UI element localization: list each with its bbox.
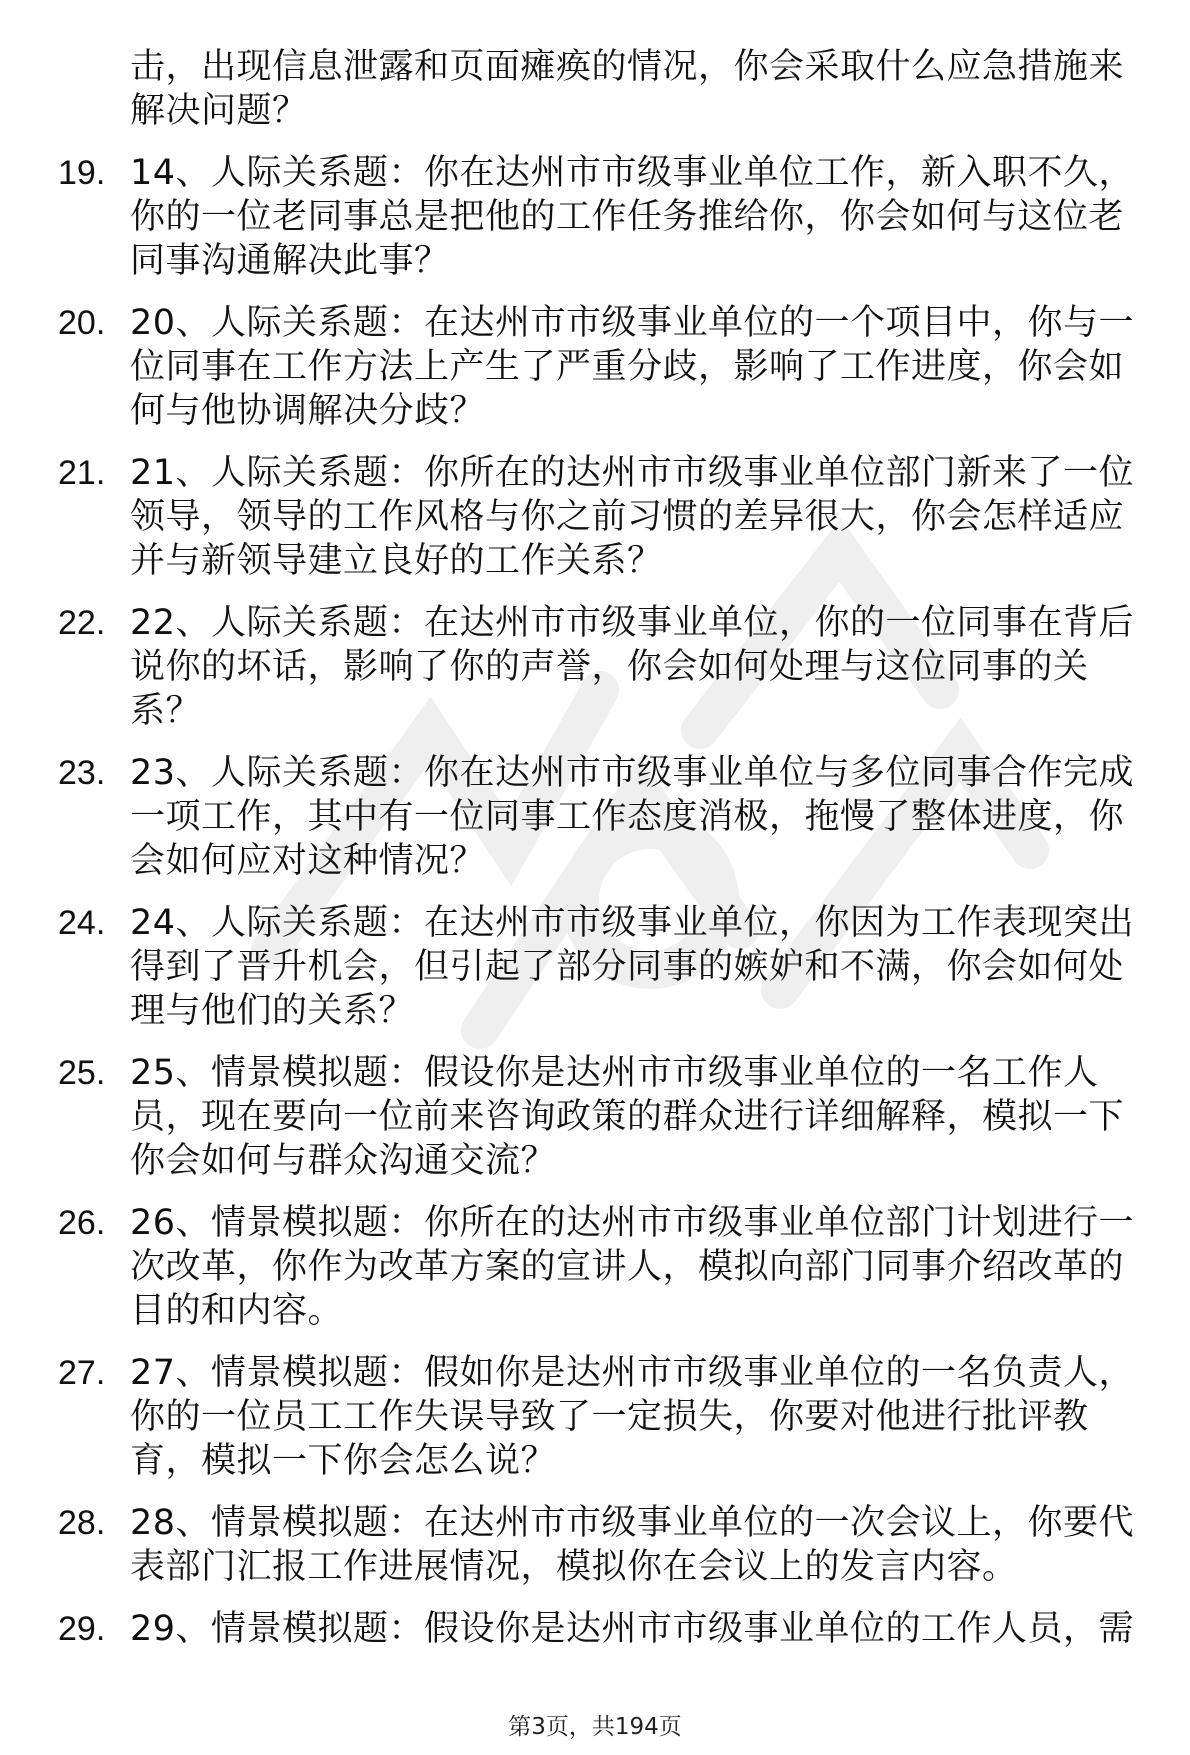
- list-item: [0, 151, 1190, 283]
- item-text: 23、人际关系题：你在达州市市级事业单位与多位同事合作完成一项工作，其中有一位同事工作态度消极，拖慢了整体进度，你会如何应对这种情况？: [130, 753, 1135, 881]
- list-item: [0, 1501, 1190, 1589]
- list-item: [0, 1607, 1190, 1651]
- list-item: [0, 301, 1190, 433]
- list-item: [0, 751, 1190, 883]
- item-number: 26.: [58, 1204, 106, 1242]
- item-number: 19.: [58, 154, 106, 192]
- item-number: 24.: [58, 904, 106, 942]
- list-item: [0, 901, 1190, 1033]
- item-text: 29、情景模拟题：假设你是达州市市级事业单位的工作人员，需: [130, 1609, 1135, 1649]
- list-item: [0, 1351, 1190, 1483]
- list-item: [0, 1201, 1190, 1333]
- item-text: 28、情景模拟题：在达州市市级事业单位的一次会议上，你要代表部门汇报工作进展情况，模拟你在会议上的发言内容。: [130, 1503, 1135, 1587]
- item-number: 25.: [58, 1054, 106, 1092]
- list-item: [0, 601, 1190, 733]
- document-body: [0, 45, 1190, 1651]
- item-number: 29.: [58, 1610, 106, 1648]
- continuation-text: 击，出现信息泄露和页面瘫痪的情况，你会采取什么应急措施来解决问题？: [130, 47, 1125, 131]
- item-text: 24、人际关系题：在达州市市级事业单位，你因为工作表现突出得到了晋升机会，但引起了部分同事的嫉妒和不满，你会如何处理与他们的关系？: [130, 903, 1135, 1031]
- item-text: 25、情景模拟题：假设你是达州市市级事业单位的一名工作人员，现在要向一位前来咨询政策的群众进行详细解释，模拟一下你会如何与群众沟通交流？: [130, 1053, 1125, 1181]
- item-text: 21、人际关系题：你所在的达州市市级事业单位部门新来了一位领导，领导的工作风格与你之前习惯的差异很大，你会怎样适应并与新领导建立良好的工作关系？: [130, 453, 1135, 581]
- list-item: [0, 1051, 1190, 1183]
- item-text: 26、情景模拟题：你所在的达州市市级事业单位部门计划进行一次改革，你作为改革方案的宣讲人，模拟向部门同事介绍改革的目的和内容。: [130, 1203, 1135, 1331]
- item-text: 14、人际关系题：你在达州市市级事业单位工作，新入职不久，你的一位老同事总是把他的工作任务推给你，你会如何与这位老同事沟通解决此事？: [130, 153, 1135, 281]
- item-number: 21.: [58, 454, 106, 492]
- item-text: 22、人际关系题：在达州市市级事业单位，你的一位同事在背后说你的坏话，影响了你的声誉，你会如何处理与这位同事的关系？: [130, 603, 1135, 731]
- item-number: 28.: [58, 1504, 106, 1542]
- item-number: 22.: [58, 604, 106, 642]
- item-text: 27、情景模拟题：假如你是达州市市级事业单位的一名负责人，你的一位员工工作失误导致了一定损失，你要对他进行批评教育，模拟一下你会怎么说？: [130, 1353, 1135, 1481]
- page-footer: 第3页，共194页: [508, 1714, 682, 1740]
- list-item: [0, 451, 1190, 583]
- item-number: 27.: [58, 1354, 106, 1392]
- item-number: 20.: [58, 304, 106, 342]
- item-number: 23.: [58, 754, 106, 792]
- item-text: 20、人际关系题：在达州市市级事业单位的一个项目中，你与一位同事在工作方法上产生了严重分歧，影响了工作进度，你会如何与他协调解决分歧？: [130, 303, 1135, 431]
